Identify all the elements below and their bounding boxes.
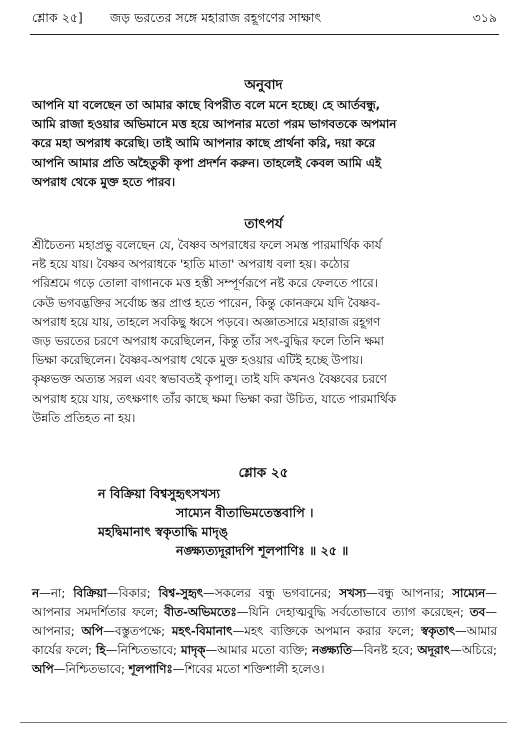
synonym-term: মহৎ-বিমানাৎ (171, 624, 233, 638)
synonym-term: অপি (32, 662, 54, 676)
sanskrit-verse (0, 484, 527, 560)
translation-line: আপনি আমার প্রতি অহৈতুকী কৃপা প্রদর্শন করুন। তাহলেই কেবল আমি এই (32, 155, 381, 170)
chapter-title: জড় ভরতের সঙ্গে মহারাজ রহূগণের সাক্ষাৎ (110, 10, 322, 25)
synonym-meaning: অচিরে (461, 643, 494, 657)
page-bottom-line (20, 722, 507, 723)
purport-line: কৃষ্ণভক্ত অত্যন্ত সরল এবং স্বভাবতই কৃপালু। তাই যদি কখনও বৈষ্ণবের চরণে (32, 372, 387, 387)
header-divider (30, 34, 499, 35)
page-number: ৩১৯ (472, 10, 497, 25)
translation-line: অপরাধ থেকে মুক্ত হতে পারব। (32, 174, 176, 189)
purport-line: উন্নতি প্রতিহত না হয়। (32, 410, 136, 425)
synonym-meaning: আমার কার্যের ফলে (32, 624, 497, 657)
synonym-term: শূলপাণিঃ (128, 662, 173, 676)
verse-line: মহদ্বিমানাৎ স্বকৃতাদ্ধি মাদৃঙ্ (98, 524, 228, 539)
verse-reference: শ্লোক ২৫] (32, 10, 83, 25)
translation-text (32, 96, 497, 192)
purport-line: ভিক্ষা করেছিলেন। বৈষ্ণব-অপরাধ থেকে মুক্ত হওয়ার এটিই হচ্ছে উপায়। (32, 353, 364, 368)
word-for-word-synonyms: ন—না; বিক্রিয়া—বিকার; বিশ্ব-সুহৃৎ—সকলের বন্ধু ভগবানের; সখস্য—বন্ধু আপনার; সাম্যেন—আপনার সমদর্শিতার ফলে; বীত-অভিমতেঃ—যিনি দেহাত্মবুদ্ধি সর্বতোভাবে ত্যাগ করেছেন; তব—আপনার; অপি—বস্তুতপক্ষে; মহৎ-বিমানাৎ—মহৎ ব্যক্তিকে অপমান করার ফলে; স্বকৃতাৎ—আমার কার্যের ফলে; হি—নিশ্চিতভাবে; মাদৃক্—আমার মতো ব্যক্তি; নঙ্ক্ষ্যতি—বিনষ্ট হবে; অদূরাৎ—অচিরে; অপি—নিশ্চিতভাবে; শূলপাণিঃ—শিবের মতো শক্তিশালী হলেও। (32, 586, 498, 676)
synonym-meaning: আমার মতো ব্যক্তি (217, 643, 305, 657)
synonym-term: ন (32, 586, 40, 600)
synonym-term: স্বকৃতাৎ (420, 624, 455, 638)
purport-heading: তাৎপর্য (244, 216, 283, 232)
purport-line: শ্রীচৈতন্য মহাপ্রভু বলেছেন যে, বৈষ্ণব অপরাধের ফলে সমস্ত পারমার্থিক কার্য (32, 238, 382, 252)
synonym-meaning: শিবের মতো শক্তিশালী হলেও (184, 662, 321, 676)
purport-line: পরিশ্রমে গড়ে তোলা বাগানকে মত্ত হস্তী সম্পূর্ণরূপে নষ্ট করে ফেলতে পারে। (32, 276, 378, 291)
synonym-term: বিশ্ব-সুহৃৎ (158, 586, 204, 600)
synonym-meaning: নিশ্চিতভাবে (117, 643, 173, 657)
synonym-meaning: নিশ্চিতভাবে (65, 662, 121, 676)
synonym-term: বীত-অভিমতেঃ (164, 605, 237, 619)
synonym-term: সখস্য (339, 586, 367, 600)
synonym-meaning: বস্তুতপক্ষে (114, 624, 162, 638)
synonym-meaning: সকলের বন্ধু ভগবানের (214, 586, 328, 600)
synonym-meaning: আপনার (32, 624, 71, 638)
synonym-meaning: না (50, 586, 62, 600)
purport-line: নষ্ট হয়ে যায়। বৈষ্ণব অপরাধকে 'হাতি মাতা' অপরাধ বলা হয়। কঠোর (32, 257, 350, 272)
translation-line: করে মহা অপরাধ করেছি। তাই আমি আপনার কাছে প্রার্থনা করি, দয়া করে (32, 136, 376, 151)
verse-heading: শ্লোক ২৫ (238, 465, 289, 481)
synonym-meaning: বিকার (118, 586, 147, 600)
synonym-term: মাদৃক্ (181, 643, 206, 657)
purport-line: অপরাধ হয়ে যায়, তৎক্ষণাৎ তাঁর কাছে ক্ষমা ভিক্ষা করা উচিত, যাতে পারমার্থিক (32, 391, 397, 406)
translation-heading: অনুবাদ (244, 77, 283, 93)
synonym-meaning: আপনার সমদর্শিতার ফলে (32, 605, 155, 619)
synonym-meaning: বন্ধু আপনার (377, 586, 441, 600)
synonym-term: নঙ্ক্ষ্যতি (312, 643, 352, 657)
purport-line: জড় ভরতের চরণে অপরাধ করেছিলেন, কিন্তু তাঁর সৎ-বুদ্ধির ফলে তিনি ক্ষমা (32, 334, 384, 349)
synonym-term: তব (469, 605, 486, 619)
synonym-meaning: বিনষ্ট হবে (363, 643, 410, 657)
verse-line: সাম্যেন বীতাভিমতেস্তবাপি । (176, 505, 314, 520)
translation-line: আমি রাজা হওয়ার অভিমানে মত্ত হয়ে আপনার মতো পরম ভাগবতকে অপমান (32, 117, 397, 132)
synonym-term: হি (96, 643, 106, 657)
purport-text (32, 236, 497, 428)
synonym-term: অপি (81, 624, 104, 638)
purport-line: অপরাধ হয়ে যায়, তাহলে সবকিছু ধ্বসে পড়বে। অজ্ঞাতসারে মহারাজ রহূগণ (32, 314, 381, 329)
verse-line: ন বিক্রিয়া বিশ্বসুহৃৎসখস্য (98, 486, 221, 501)
synonym-meaning: যিনি দেহাত্মবুদ্ধি সর্বতোভাবে ত্যাগ করেছেন (248, 605, 460, 619)
synonym-term: সাম্যেন (452, 586, 486, 600)
synonym-term: অদূরাৎ (417, 643, 451, 657)
running-header (32, 10, 497, 32)
verse-line: নঙ্ক্ষ্যত্যদূরাদপি শূলপাণিঃ ॥ ২৫ ॥ (176, 543, 349, 558)
synonym-meaning: মহৎ ব্যক্তিকে অপমান করার ফলে (244, 624, 411, 638)
synonym-term: বিক্রিয়া (73, 586, 107, 600)
purport-line: কেউ ভগবদ্ভক্তির সর্বোচ্চ স্তর প্রাপ্ত হতে পারেন, কিন্তু কোনক্রমে যদি বৈষ্ণব- (32, 295, 381, 310)
translation-line: আপনি যা বলেছেন তা আমার কাছে বিপরীত বলে মনে হচ্ছে। হে আর্তবন্ধু, (32, 98, 381, 112)
